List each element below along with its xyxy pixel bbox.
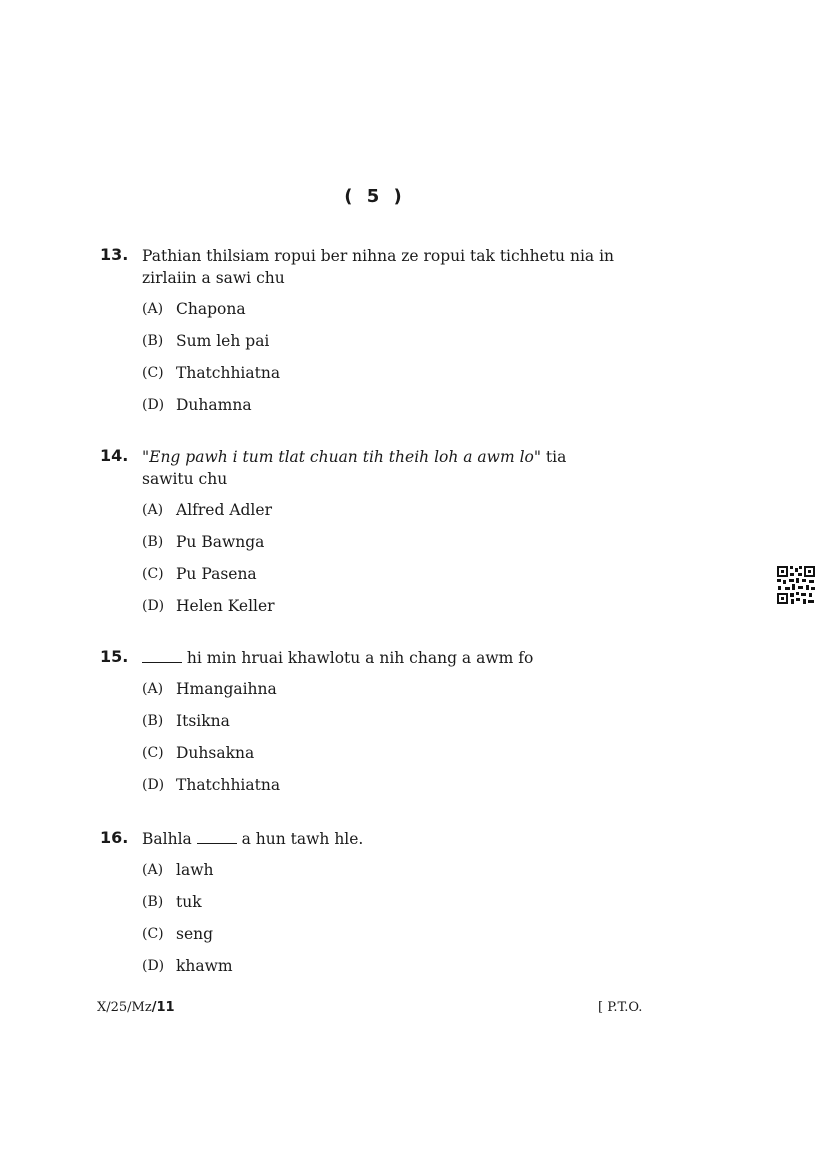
option-text: Thatchhiatna — [176, 364, 281, 382]
option-letter: (C) — [142, 926, 164, 942]
option-d — [142, 595, 620, 627]
question-quote: "Eng pawh i tum tlat chuan tih theih loh a awm lo" — [142, 448, 541, 466]
paper-code — [97, 1000, 175, 1015]
answer-blank — [197, 829, 237, 844]
option-c — [142, 742, 620, 774]
options-list — [142, 298, 620, 426]
question-text — [142, 647, 620, 669]
question-number: 16. — [100, 828, 129, 847]
option-b — [142, 891, 620, 923]
option-c — [142, 362, 620, 394]
option-letter: (C) — [142, 365, 164, 381]
option-text: Pu Pasena — [176, 565, 257, 583]
option-letter: (B) — [142, 333, 164, 349]
option-d — [142, 394, 620, 426]
question-13 — [100, 245, 620, 426]
options-list — [142, 678, 620, 806]
options-list — [142, 499, 620, 627]
option-letter: (D) — [142, 958, 165, 974]
question-text — [142, 828, 620, 850]
paper-code-suffix: /11 — [151, 1000, 175, 1015]
question-number: 14. — [100, 446, 129, 465]
option-a — [142, 298, 620, 330]
option-c — [142, 923, 620, 955]
question-text-before: Balhla — [142, 830, 197, 848]
question-text-after: a hun tawh hle. — [236, 830, 364, 848]
question-16 — [100, 828, 620, 987]
option-d — [142, 955, 620, 987]
qr-code-icon — [776, 565, 816, 605]
option-c — [142, 563, 620, 595]
option-letter: (A) — [142, 681, 164, 697]
option-letter: (D) — [142, 777, 165, 793]
option-text: seng — [176, 925, 214, 943]
option-letter: (C) — [142, 745, 164, 761]
option-text: Sum leh pai — [176, 332, 270, 350]
option-letter: (A) — [142, 502, 164, 518]
option-b — [142, 531, 620, 563]
option-letter: (A) — [142, 301, 164, 317]
option-b — [142, 710, 620, 742]
question-text-after: hi min hruai khawlotu a nih chang a awm fo — [182, 649, 534, 667]
option-text: Hmangaihna — [176, 680, 277, 698]
option-letter: (D) — [142, 397, 165, 413]
option-text: Pu Bawnga — [176, 533, 265, 551]
option-a — [142, 499, 620, 531]
option-text: Thatchhiatna — [176, 776, 281, 794]
option-text: Chapona — [176, 300, 246, 318]
option-text: Duhamna — [176, 396, 252, 414]
question-15 — [100, 647, 620, 806]
page-number: ( 5 ) — [344, 186, 406, 207]
option-text: tuk — [176, 893, 202, 911]
options-list — [142, 859, 620, 987]
option-text: lawh — [176, 861, 214, 879]
option-a — [142, 859, 620, 891]
option-letter: (B) — [142, 713, 164, 729]
question-text-after: tia sawitu chu — [142, 448, 567, 488]
option-text: Itsikna — [176, 712, 230, 730]
option-text: Helen Keller — [176, 597, 275, 615]
answer-blank — [142, 648, 182, 663]
question-text — [142, 446, 620, 490]
question-number: 15. — [100, 647, 129, 666]
option-letter: (B) — [142, 534, 164, 550]
option-letter: (C) — [142, 566, 164, 582]
option-text: khawm — [176, 957, 233, 975]
option-letter: (D) — [142, 598, 165, 614]
option-a — [142, 678, 620, 710]
question-14 — [100, 446, 620, 627]
option-d — [142, 774, 620, 806]
pto-label: [ P.T.O. — [598, 1000, 643, 1015]
option-text: Duhsakna — [176, 744, 255, 762]
option-b — [142, 330, 620, 362]
option-letter: (B) — [142, 894, 164, 910]
option-text: Alfred Adler — [176, 501, 272, 519]
paper-code-prefix: X/25/Mz — [97, 1000, 152, 1015]
option-letter: (A) — [142, 862, 164, 878]
question-text: Pathian thilsiam ropui ber nihna ze ropui tak tichhetu nia in zirlaiin a sawi chu — [142, 247, 615, 287]
question-number: 13. — [100, 245, 129, 264]
